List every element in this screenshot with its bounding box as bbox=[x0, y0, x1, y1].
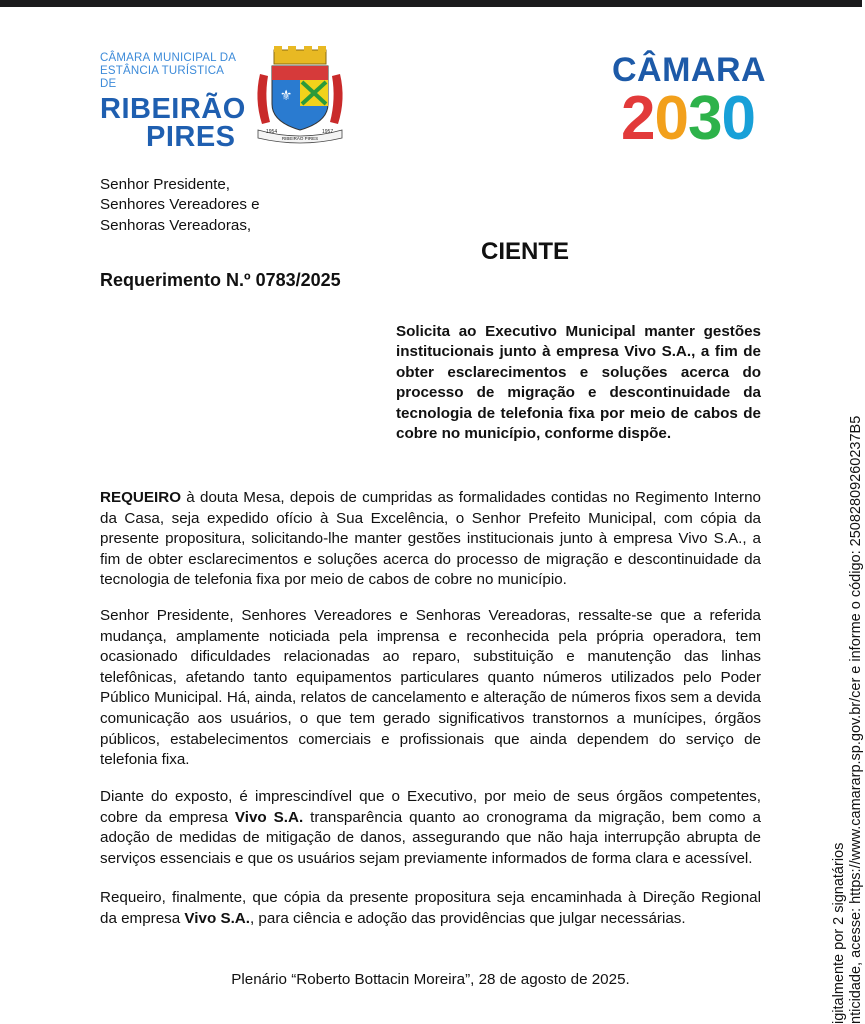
crest-year-right: 1957 bbox=[322, 129, 334, 135]
company-name: Vivo S.A. bbox=[234, 808, 304, 826]
paragraph-text: Diante do exposto, é imprescindível que o Executivo, por meio de seus órgãos competentes, cobre da empresa bbox=[100, 788, 761, 826]
signature-line-2: nticidade, acesse: https://www.camararp.sp.gov.br/cer e informe o código: 250828092602​37B5 bbox=[848, 415, 864, 1024]
paragraph-text: transparência quanto ao cronograma da migração, bem como a adoção de medidas de mitigação de danos, assegurando que não haja interrupção abrupta de serviços essenciais e que os usuários sejam previamente informados de forma clara e acessível. bbox=[100, 808, 761, 867]
camara-2030-word: CÂMARA bbox=[612, 51, 767, 89]
year-digit-4: 0 bbox=[721, 84, 755, 153]
paragraph-text: Requeiro, finalmente, que cópia da presente propositura seja encaminhada à Direção Regional da empresa bbox=[100, 889, 761, 927]
year-digit-3: 3 bbox=[688, 84, 722, 153]
company-name: Vivo S.A. bbox=[184, 909, 250, 927]
salutation-line: Senhores Vereadores e bbox=[100, 196, 260, 214]
camara-ribeirao-pires-logo bbox=[100, 52, 246, 153]
paragraph-final-request bbox=[100, 888, 761, 929]
salutation bbox=[100, 175, 761, 236]
top-dark-bar bbox=[0, 0, 862, 7]
svg-text:⚜: ⚜ bbox=[279, 88, 293, 104]
ementa: Solicita ao Executivo Municipal manter gestões institucionais junto à empresa Vivo S.A., a fim de obter esclarecimentos e soluções acerca do processo de migração e descontinuidade da tecnologia de telefonia fixa por meio de cabos de cobre no município, conforme dispõe. bbox=[396, 323, 761, 443]
requeiro-keyword: REQUEIRO bbox=[100, 489, 182, 506]
ciente-stamp: CIENTE bbox=[480, 238, 569, 265]
paragraph-text: , para ciência e adoção das providências que julgar necessárias. bbox=[249, 909, 686, 927]
signature-line-1: igitalmente por 2 signatários bbox=[831, 842, 847, 1024]
camara-2030-logo bbox=[612, 51, 767, 153]
paragraph-requeiro bbox=[100, 488, 761, 591]
logo-line-3: RIBEIRÃO bbox=[100, 93, 246, 125]
logo-line-1: CÂMARA MUNICIPAL DA bbox=[100, 52, 237, 64]
municipal-coat-of-arms-icon bbox=[252, 44, 348, 144]
paragraph-text: à douta Mesa, depois de cumpridas as formalidades contidas no Regimento Interno da Casa, seja expedido ofício à Sua Excelência, o Senhor Prefeito Municipal, com cópia da presente propositura, solicitando-lhe manter gestões institucionais junto à empresa Vivo S.A., a fim de obter esclarecimentos e soluções acerca do processo de migração e descontinuidade da tecnologia de telefonia fixa por meio de cabos de cobre no município. bbox=[100, 489, 761, 589]
paragraph-exposto bbox=[100, 787, 761, 869]
closing-date: Plenário “Roberto Bottacin Moreira”, 28 de agosto de 2025. bbox=[231, 971, 630, 988]
camara-2030-year bbox=[612, 84, 764, 153]
paragraph-justification: Senhor Presidente, Senhores Vereadores e Senhoras Vereadoras, ressalte-se que a referida mudança, amplamente noticiada pela imprensa e reconhecida pela própria operadora, tem ocasionado dificuldades relacionadas ao reparo, substituição e manutenção das linhas telefônicas, afetando tanto equipamentos particulares quanto números utilizados pelo Poder Público Municipal. Há, ainda, relatos de cancelamento e alteração de números fixos sem a devida comunicação aos usuários, o que tem gerado significativos transtornos a munícipes, órgãos públicos, estabelecimentos comerciais e profissionais que ainda dependem do serviço de telefonia fixa. bbox=[100, 607, 761, 769]
year-digit-2: 0 bbox=[654, 84, 688, 153]
crest-banner-text: RIBEIRÃO PIRES bbox=[281, 136, 319, 141]
logo-line-2: ESTÂNCIA TURÍSTICA DE bbox=[100, 65, 224, 90]
logo-line-4: PIRES bbox=[146, 121, 236, 153]
crest-year-left: 1954 bbox=[266, 129, 278, 135]
requirement-number: Requerimento N.º 0783/2025 bbox=[100, 270, 341, 290]
year-digit-1: 2 bbox=[621, 84, 655, 153]
salutation-line: Senhoras Vereadoras, bbox=[100, 216, 252, 234]
salutation-line: Senhor Presidente, bbox=[100, 176, 231, 193]
